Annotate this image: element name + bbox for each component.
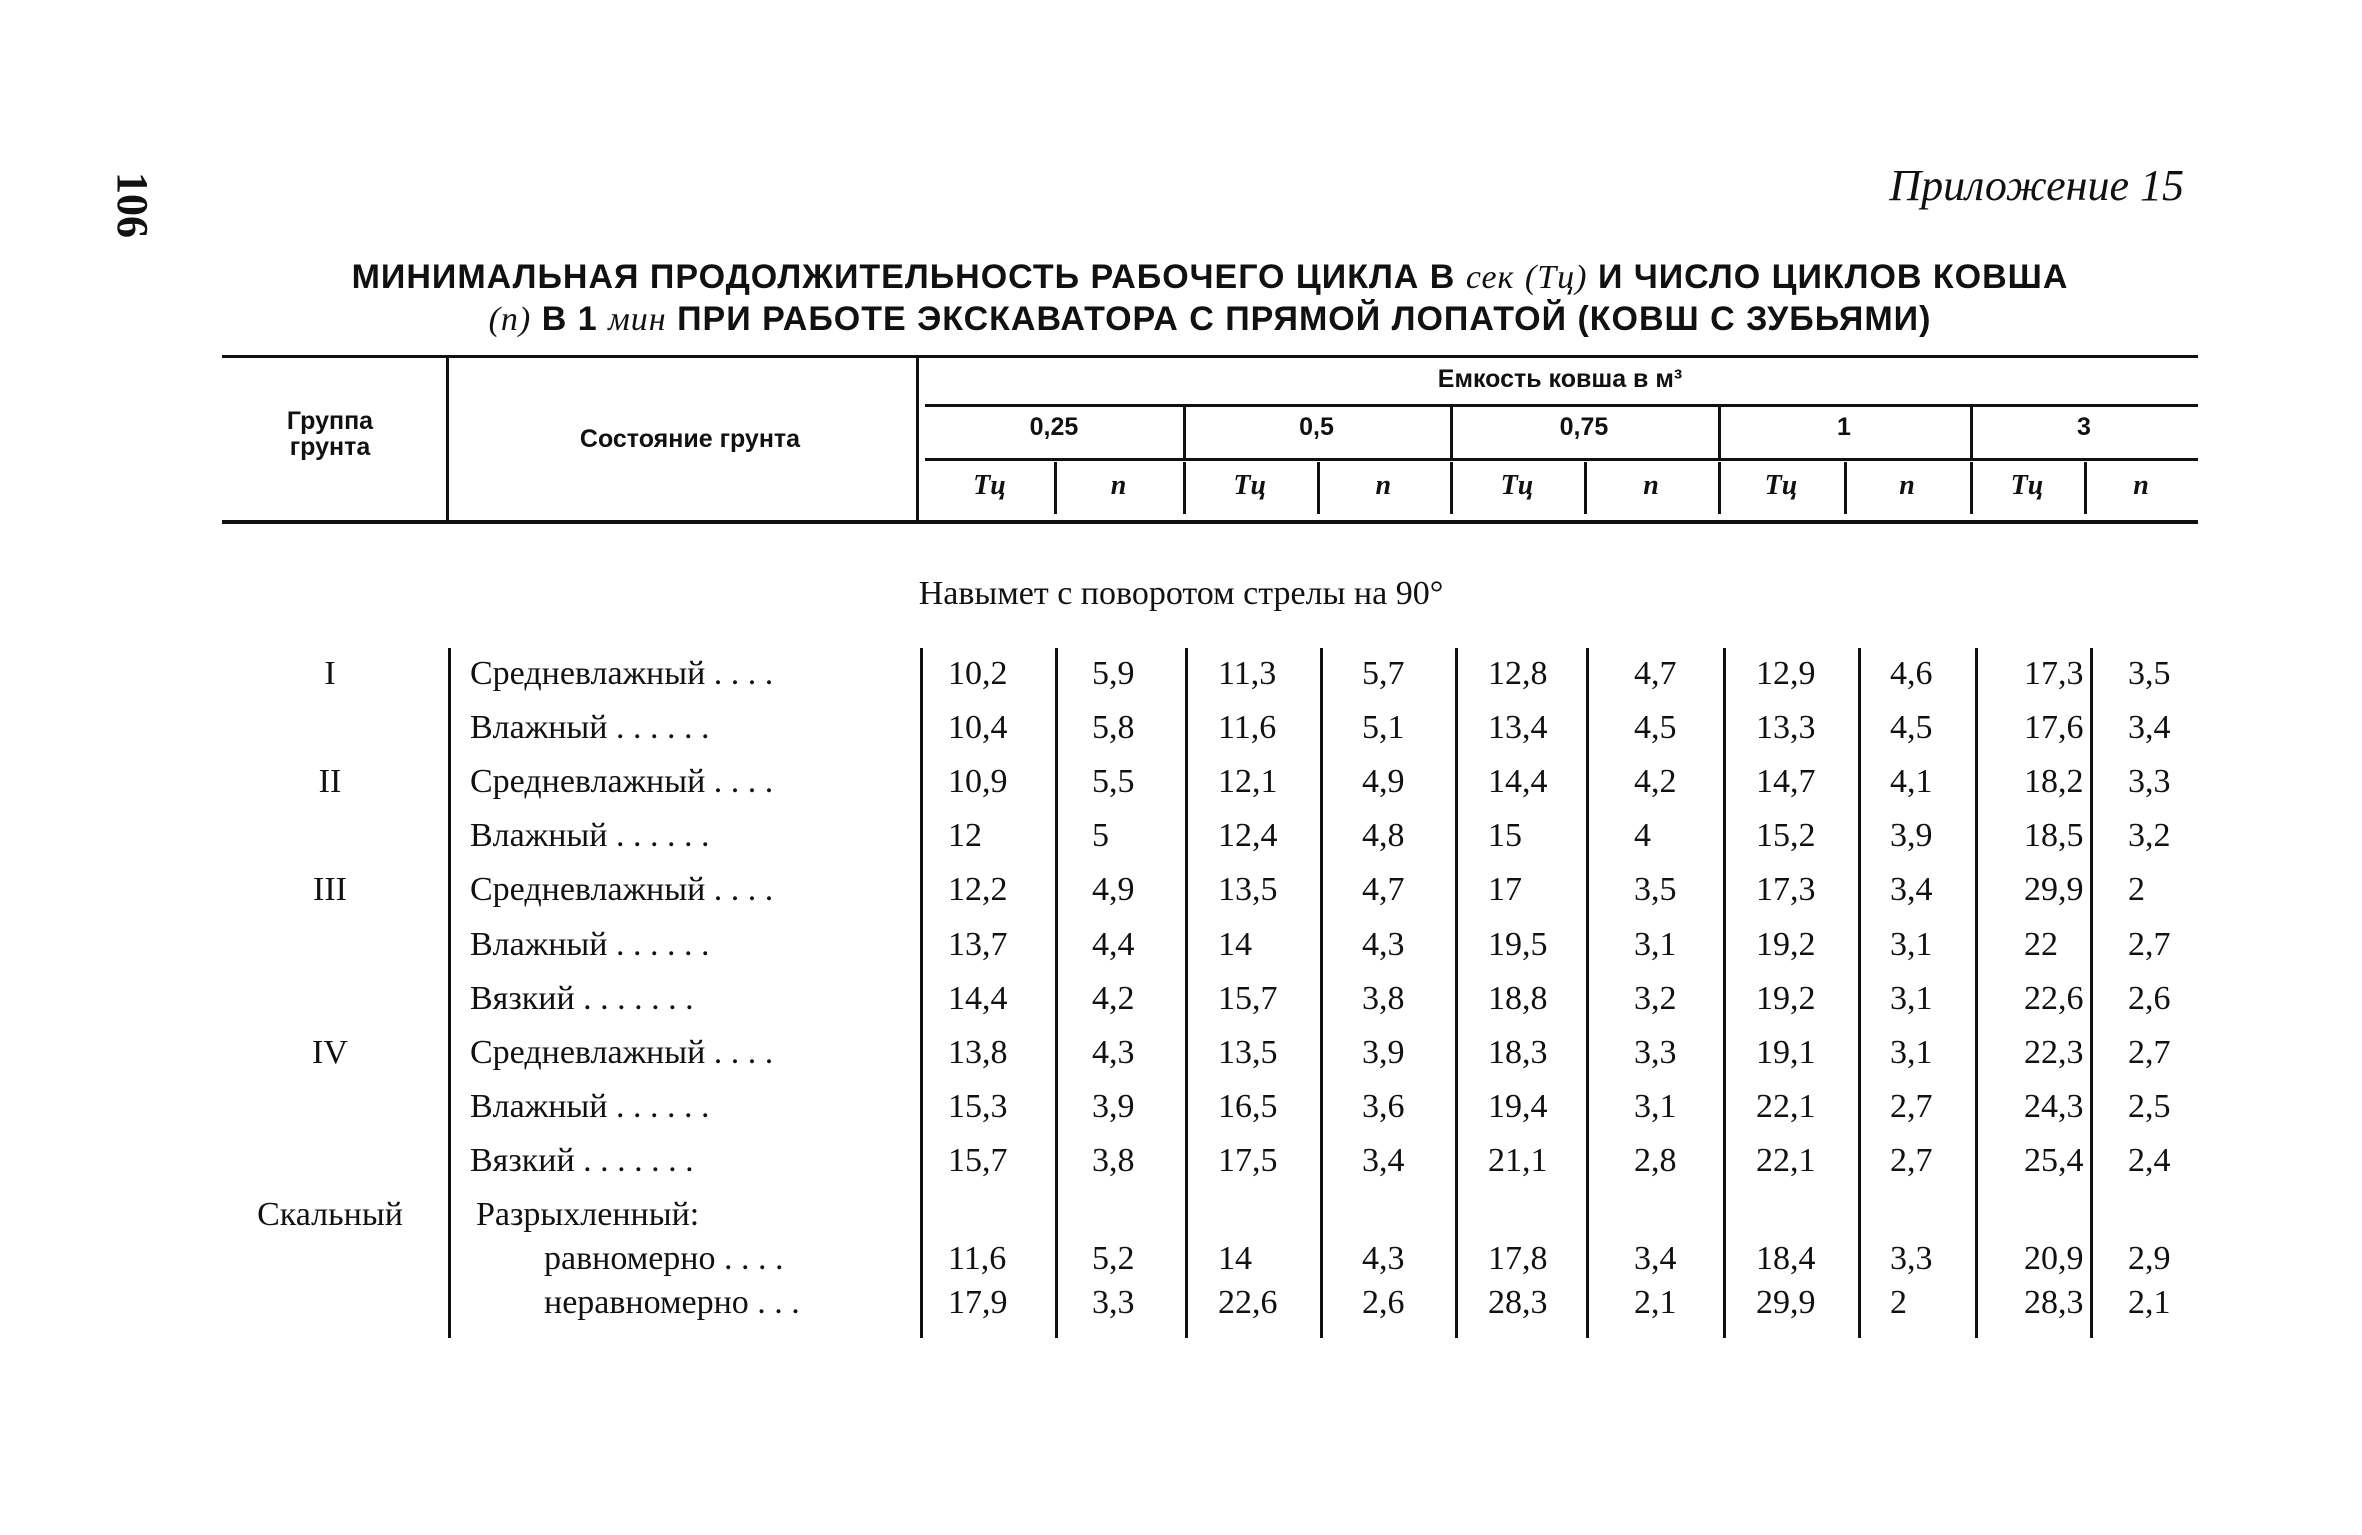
cycle-count: 5,9: [1092, 655, 1135, 692]
cycle-time: 17,5: [1218, 1142, 1278, 1179]
cycle-time: 15,3: [948, 1088, 1008, 1125]
soil-state: Вязкий . . . . . . .: [470, 1142, 694, 1179]
t-symbol: Tц: [1233, 470, 1267, 501]
cycle-time: 24,3: [2024, 1088, 2084, 1125]
state-header: Состояние грунта: [579, 425, 801, 453]
capacity-divider: [1450, 404, 1453, 458]
cycle-count: 3,4: [2128, 709, 2171, 746]
cycle-time: 22,3: [2024, 1034, 2084, 1071]
header-top-rule: [222, 355, 2198, 358]
cycle-time: 19,1: [1756, 1034, 1816, 1071]
cycle-time: 17,6: [2024, 709, 2084, 746]
title-text: ПРИ РАБОТЕ ЭКСКАВАТОРА С ПРЯМОЙ ЛОПАТОЙ (КОВШ С ЗУБЬЯМИ): [677, 300, 1932, 338]
cycle-time: 13,8: [948, 1034, 1008, 1071]
soil-substate: неравномерно . . .: [544, 1284, 800, 1321]
cycle-time: 12,4: [1218, 817, 1278, 854]
header-divider: [446, 358, 449, 520]
body-divider: [448, 648, 451, 1338]
cycle-time: 13,3: [1756, 709, 1816, 746]
cycle-count: 3,8: [1362, 980, 1405, 1017]
sub-divider: [1718, 462, 1721, 514]
sub-divider: [1317, 462, 1320, 514]
cycle-count: 3,9: [1890, 817, 1933, 854]
cycle-time: 12,1: [1218, 763, 1278, 800]
cycle-time: 10,9: [948, 763, 1008, 800]
soil-state: Средневлажный . . . .: [470, 763, 774, 800]
sub-divider: [1450, 462, 1453, 514]
cycle-count: 3,1: [1634, 926, 1677, 963]
cycle-count: 3,4: [1362, 1142, 1405, 1179]
group-label: Скальный: [257, 1196, 403, 1233]
cycle-count: 5,5: [1092, 763, 1135, 800]
body-divider: [920, 648, 923, 1338]
body-divider: [1858, 648, 1861, 1338]
cycle-time: 14: [1218, 1240, 1252, 1277]
body-divider: [1055, 648, 1058, 1338]
cycle-time: 18,8: [1488, 980, 1548, 1017]
soil-state: Влажный . . . . . .: [470, 817, 710, 854]
cycle-count: 3,5: [1634, 871, 1677, 908]
capacity-value: 0,75: [1559, 413, 1609, 441]
cycle-time: 17,3: [2024, 655, 2084, 692]
cycle-count: 5,8: [1092, 709, 1135, 746]
cycle-count: 2,8: [1634, 1142, 1677, 1179]
cycle-time: 28,3: [2024, 1284, 2084, 1321]
cycle-time: 22,1: [1756, 1142, 1816, 1179]
cycle-count: 3,1: [1634, 1088, 1677, 1125]
soil-state: Средневлажный . . . .: [470, 871, 774, 908]
soil-state: Средневлажный . . . .: [470, 655, 774, 692]
cycle-count: 3,8: [1092, 1142, 1135, 1179]
t-symbol: Tц: [2010, 470, 2044, 501]
soil-state: Влажный . . . . . .: [470, 1088, 710, 1125]
soil-state: Разрыхленный:: [476, 1196, 700, 1233]
cycle-time: 14,4: [1488, 763, 1548, 800]
cycle-count: 3,1: [1890, 980, 1933, 1017]
body-divider: [1975, 648, 1978, 1338]
cycle-count: 2: [1890, 1284, 1907, 1321]
cycle-count: 4,1: [1890, 763, 1933, 800]
cycle-count: 3,3: [2128, 763, 2171, 800]
header-bottom-rule: [222, 520, 2198, 524]
cycle-time: 15: [1488, 817, 1522, 854]
cycle-count: 4,3: [1092, 1034, 1135, 1071]
body-divider: [1185, 648, 1188, 1338]
sub-divider: [2084, 462, 2087, 514]
body-divider: [1455, 648, 1458, 1338]
cycle-count: 3,5: [2128, 655, 2171, 692]
cycle-count: 2: [2128, 871, 2145, 908]
cycle-time: 10,4: [948, 709, 1008, 746]
capacity-value: 0,5: [1299, 413, 1334, 441]
cycle-count: 3,4: [1890, 871, 1933, 908]
n-symbol: n: [1375, 470, 1392, 501]
group-label: III: [313, 871, 347, 908]
cycle-time: 11,3: [1218, 655, 1277, 692]
soil-state: Вязкий . . . . . . .: [470, 980, 694, 1017]
cycle-count: 2,7: [2128, 1034, 2171, 1071]
cycle-time: 29,9: [1756, 1284, 1816, 1321]
cycle-time: 12,9: [1756, 655, 1816, 692]
cycle-time: 17,9: [948, 1284, 1008, 1321]
cycle-count: 5,1: [1362, 709, 1405, 746]
cycle-count: 3,2: [2128, 817, 2171, 854]
cycle-time: 16,5: [1218, 1088, 1278, 1125]
capacity-rule: [925, 404, 2198, 407]
sub-divider: [1183, 462, 1186, 514]
soil-state: Влажный . . . . . .: [470, 926, 710, 963]
title-symbol: (n): [488, 301, 532, 338]
body-divider: [1586, 648, 1589, 1338]
cycle-time: 28,3: [1488, 1284, 1548, 1321]
cycle-time: 22,6: [1218, 1284, 1278, 1321]
cycle-count: 4,4: [1092, 926, 1135, 963]
cycle-count: 4,7: [1362, 871, 1405, 908]
cycle-count: 2,1: [2128, 1284, 2171, 1321]
cycle-count: 3,3: [1092, 1284, 1135, 1321]
cycle-count: 5,7: [1362, 655, 1405, 692]
cycle-count: 2,7: [1890, 1142, 1933, 1179]
body-divider: [1723, 648, 1726, 1338]
cycle-count: 2,5: [2128, 1088, 2171, 1125]
cycle-count: 2,6: [1362, 1284, 1405, 1321]
cycle-count: 4,3: [1362, 1240, 1405, 1277]
cycle-time: 18,3: [1488, 1034, 1548, 1071]
cycle-count: 4,8: [1362, 817, 1405, 854]
cycle-count: 3,3: [1634, 1034, 1677, 1071]
soil-state: Средневлажный . . . .: [470, 1034, 774, 1071]
capacity-value: 0,25: [1029, 413, 1079, 441]
cycle-time: 19,2: [1756, 980, 1816, 1017]
cycle-count: 2,7: [2128, 926, 2171, 963]
cycle-time: 14: [1218, 926, 1252, 963]
cycle-time: 19,5: [1488, 926, 1548, 963]
n-symbol: n: [1110, 470, 1127, 501]
title-unit: мин: [608, 301, 667, 338]
cycle-count: 4,7: [1634, 655, 1677, 692]
cycle-time: 17: [1488, 871, 1522, 908]
soil-state: Влажный . . . . . .: [470, 709, 710, 746]
title-text: МИНИМАЛЬНАЯ ПРОДОЛЖИТЕЛЬНОСТЬ РАБОЧЕГО ЦИКЛА В: [351, 258, 1456, 296]
capacity-divider: [1970, 404, 1973, 458]
cycle-time: 15,2: [1756, 817, 1816, 854]
cycle-count: 5,2: [1092, 1240, 1135, 1277]
cycle-time: 20,9: [2024, 1240, 2084, 1277]
title-text: В 1: [541, 300, 598, 338]
page-number: 106: [108, 172, 157, 238]
cycle-count: 3,1: [1890, 926, 1933, 963]
cycle-count: 3,9: [1362, 1034, 1405, 1071]
n-symbol: n: [2133, 470, 2149, 501]
cycle-time: 22: [2024, 926, 2058, 963]
cycle-count: 4,5: [1890, 709, 1933, 746]
cycle-time: 11,6: [948, 1240, 1007, 1277]
cycle-time: 14,4: [948, 980, 1008, 1017]
n-symbol: n: [1643, 470, 1659, 501]
cycle-count: 2,7: [1890, 1088, 1933, 1125]
body-divider: [2090, 648, 2093, 1338]
cycle-count: 4,9: [1092, 871, 1135, 908]
group-label: II: [318, 763, 342, 800]
title-unit: сек: [1465, 259, 1515, 296]
capacity-value: 3: [2077, 413, 2091, 441]
t-symbol: Tц: [1764, 470, 1798, 501]
t-symbol: Tц: [1500, 470, 1534, 501]
cycle-time: 13,7: [948, 926, 1008, 963]
cycle-count: 2,6: [2128, 980, 2171, 1017]
cycle-time: 13,5: [1218, 871, 1278, 908]
body-divider: [1320, 648, 1323, 1338]
cycle-count: 4,3: [1362, 926, 1405, 963]
cycle-count: 2,1: [1634, 1284, 1677, 1321]
cycle-time: 12,8: [1488, 655, 1548, 692]
cycle-count: 4,6: [1890, 655, 1933, 692]
group-label: I: [324, 655, 336, 692]
cycle-count: 4: [1634, 817, 1651, 854]
title-symbol: (Tц): [1524, 259, 1588, 296]
header-divider: [916, 358, 919, 520]
cycle-count: 4,9: [1362, 763, 1405, 800]
table-title-line-1: [220, 258, 2200, 297]
table-title-line-2: [220, 300, 2200, 339]
cycle-count: 4,2: [1092, 980, 1135, 1017]
cycle-count: 3,1: [1890, 1034, 1933, 1071]
cycle-time: 19,4: [1488, 1088, 1548, 1125]
section-title: Навымет с поворотом стрелы на 90°: [918, 575, 1444, 612]
cycle-time: 14,7: [1756, 763, 1816, 800]
cycle-time: 13,5: [1218, 1034, 1278, 1071]
cycle-count: 4,5: [1634, 709, 1677, 746]
cycle-time: 10,2: [948, 655, 1008, 692]
sub-divider: [1054, 462, 1057, 514]
sub-divider: [1584, 462, 1587, 514]
cycle-time: 15,7: [948, 1142, 1008, 1179]
cycle-time: 22,6: [2024, 980, 2084, 1017]
soil-substate: равномерно . . . .: [544, 1240, 784, 1277]
sub-divider: [1970, 462, 1973, 514]
cycle-time: 12,2: [948, 871, 1008, 908]
cycle-count: 2,4: [2128, 1142, 2171, 1179]
cycle-time: 22,1: [1756, 1088, 1816, 1125]
cycle-count: 5: [1092, 817, 1109, 854]
cycle-time: 18,4: [1756, 1240, 1816, 1277]
capacity-divider: [1718, 404, 1721, 458]
cycle-count: 2,9: [2128, 1240, 2171, 1277]
capacity-divider: [1183, 404, 1186, 458]
cycle-time: 19,2: [1756, 926, 1816, 963]
capacity-sub-rule: [925, 458, 2198, 461]
group-header: Группа грунта: [286, 407, 374, 461]
cycle-time: 17,3: [1756, 871, 1816, 908]
cycle-time: 17,8: [1488, 1240, 1548, 1277]
cycle-time: 13,4: [1488, 709, 1548, 746]
sub-divider: [1844, 462, 1847, 514]
cycle-count: 3,6: [1362, 1088, 1405, 1125]
cycle-time: 21,1: [1488, 1142, 1548, 1179]
cycle-time: 29,9: [2024, 871, 2084, 908]
group-label: IV: [312, 1034, 348, 1071]
appendix-label: Приложение 15: [1889, 161, 2184, 210]
cycle-time: 18,5: [2024, 817, 2084, 854]
cycle-count: 3,9: [1092, 1088, 1135, 1125]
cycle-time: 15,7: [1218, 980, 1278, 1017]
cycle-count: 4,2: [1634, 763, 1677, 800]
capacity-value: 1: [1837, 413, 1851, 441]
cycle-count: 3,4: [1634, 1240, 1677, 1277]
cycle-time: 18,2: [2024, 763, 2084, 800]
cycle-time: 12: [948, 817, 982, 854]
capacity-header: Емкость ковша в м³: [1437, 365, 1683, 393]
t-symbol: Tц: [973, 470, 1006, 501]
cycle-count: 3,2: [1634, 980, 1677, 1017]
cycle-time: 11,6: [1218, 709, 1277, 746]
cycle-count: 3,3: [1890, 1240, 1933, 1277]
title-text: И ЧИСЛО ЦИКЛОВ КОВША: [1597, 258, 2069, 296]
n-symbol: n: [1899, 470, 1915, 501]
cycle-time: 25,4: [2024, 1142, 2084, 1179]
